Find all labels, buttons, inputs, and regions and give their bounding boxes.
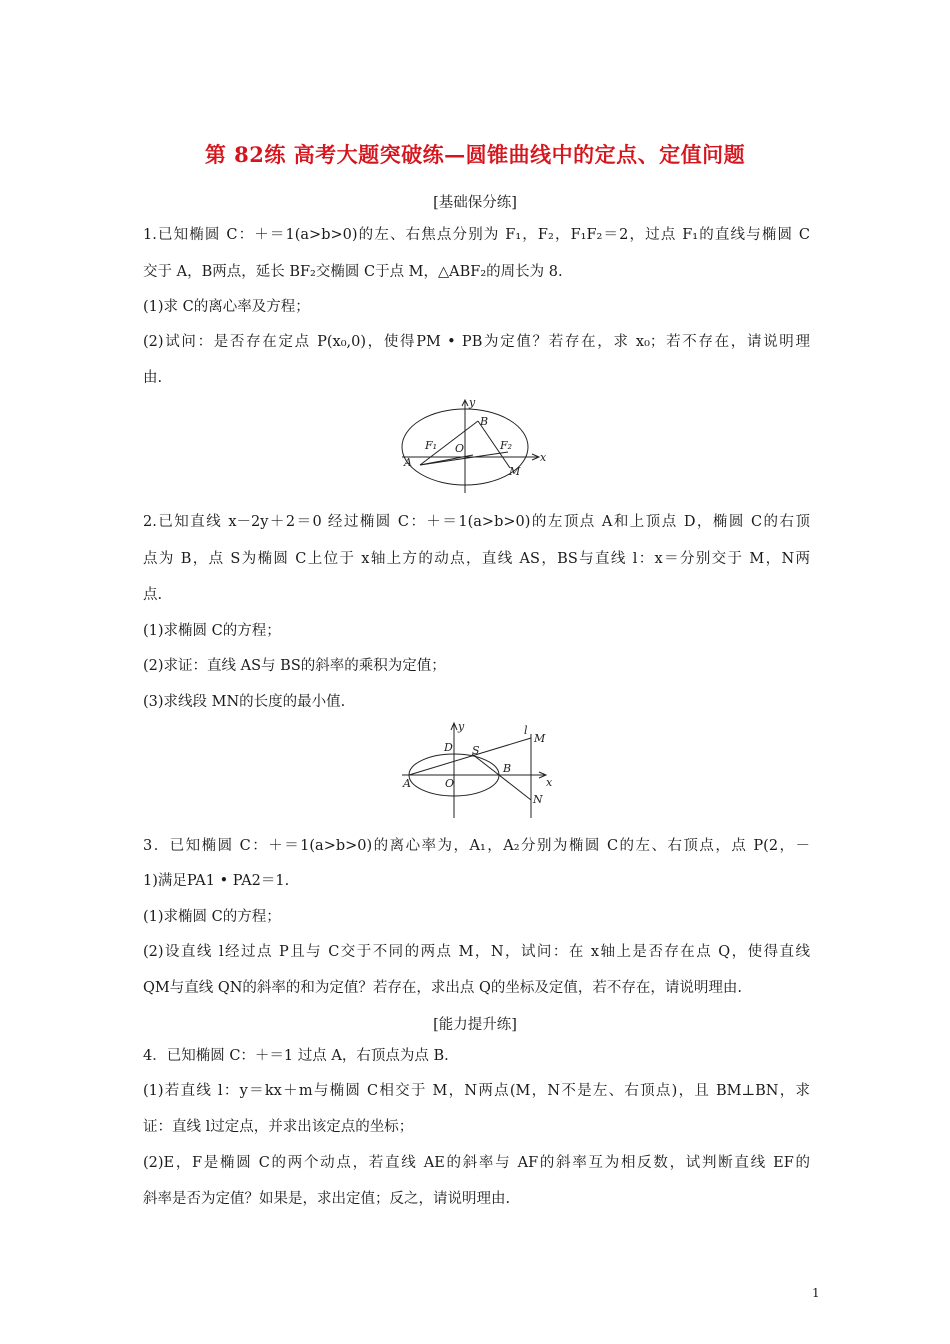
q2-label-S: S — [472, 744, 480, 757]
q3-part-2b: QM与直线 QN的斜率的和为定值？若存在，求出点 Q的坐标及定值，若不存在，请说明理由. — [143, 980, 743, 996]
q1-label-M: M — [509, 465, 521, 478]
q2-label-B: B — [503, 762, 512, 775]
section-label-advanced: [能力提升练] — [433, 1017, 517, 1033]
q1-line-1: 1.已知椭圆 C：＋＝1(a>b>0)的左、右焦点分别为 F₁，F₂，F₁F₂＝2，过点 F₁的直线与椭圆 C — [143, 227, 810, 243]
q4-part-2b: 斜率是否为定值？如果是，求出定值；反之，请说明理由. — [143, 1191, 511, 1207]
q2-label-O: O — [445, 777, 455, 790]
q1-label-y: y — [469, 396, 476, 409]
q1-label-B: B — [480, 415, 489, 428]
q2-line-BS — [472, 754, 499, 775]
q2-line-1: 2.已知直线 x－2y＋2＝0 经过椭圆 C：＋＝1(a>b>0)的左顶点 A和上顶点 D，椭圆 C的右顶 — [143, 514, 810, 530]
q3-part-1: (1)求椭圆 C的方程； — [143, 909, 281, 925]
q2-label-A: A — [403, 777, 411, 790]
q2-label-M: M — [534, 732, 546, 745]
q2-label-x: x — [546, 776, 553, 789]
q1-part-2b: 由. — [143, 370, 163, 386]
q2-line-3: 点. — [143, 587, 163, 603]
q2-part-1: (1)求椭圆 C的方程； — [143, 623, 281, 639]
q1-label-x: x — [540, 451, 547, 464]
q1-label-F1: F₁ — [425, 439, 438, 452]
q2-line-AS — [409, 738, 531, 775]
q3-line-2: 1)满足PA1 • PA2＝1. — [143, 873, 290, 889]
section-label-basic: [基础保分练] — [433, 195, 517, 211]
q1-ellipse-figure — [398, 395, 550, 495]
q1-label-O: O — [455, 442, 465, 455]
q3-part-2a: (2)设直线 l经过点 P且与 C交于不同的两点 M，N，试问：在 x轴上是否存在点 Q，使得直线 — [143, 944, 810, 960]
q4-line-1: 4．已知椭圆 C：＋＝1 过点 A，右顶点为点 B. — [143, 1048, 449, 1064]
q1-label-F2: F₂ — [500, 439, 513, 452]
q4-part-1a: (1)若直线 l：y＝kx＋m与椭圆 C相交于 M，N两点(M，N不是左、右顶点)，且 BM⊥BN，求 — [143, 1083, 810, 1099]
q2-label-y: y — [458, 720, 465, 733]
q2-line-BN — [499, 775, 531, 800]
q2-label-N: N — [533, 793, 543, 806]
q2-part-2: (2)求证：直线 AS与 BS的斜率的乘积为定值； — [143, 658, 446, 674]
q2-part-3: (3)求线段 MN的长度的最小值. — [143, 694, 346, 710]
q3-line-1: 3．已知椭圆 C：＋＝1(a>b>0)的离心率为，A₁，A₂分别为椭圆 C的左、右顶点，点 P(2，－ — [143, 838, 810, 854]
q1-label-A: A — [404, 456, 412, 469]
q2-label-D: D — [444, 741, 453, 754]
q1-part-1: (1)求 C的离心率及方程； — [143, 299, 310, 315]
q2-label-l: l — [524, 724, 528, 737]
q4-part-1b: 证：直线 l过定点，并求出该定点的坐标； — [143, 1119, 414, 1135]
q4-part-2a: (2)E，F是椭圆 C的两个动点，若直线 AE的斜率与 AF的斜率互为相反数，试判断直线 EF的 — [143, 1155, 810, 1171]
q1-line-2: 交于 A，B两点，延长 BF₂交椭圆 C于点 M，△ABF₂的周长为 8. — [143, 264, 563, 280]
q1-part-2a: (2)试问：是否存在定点 P(x₀,0)，使得PM • PB为定值？若存在，求 x₀；若不存在，请说明理 — [143, 334, 810, 350]
page-number: 1 — [812, 1286, 820, 1300]
q2-ellipse-figure — [400, 720, 555, 820]
q2-line-2: 点为 B，点 S为椭圆 C上位于 x轴上方的动点，直线 AS，BS与直线 l：x＝分别交于 M，N两 — [143, 551, 810, 567]
page-title: 第 82练 高考大题突破练—圆锥曲线中的定点、定值问题 — [204, 142, 746, 167]
